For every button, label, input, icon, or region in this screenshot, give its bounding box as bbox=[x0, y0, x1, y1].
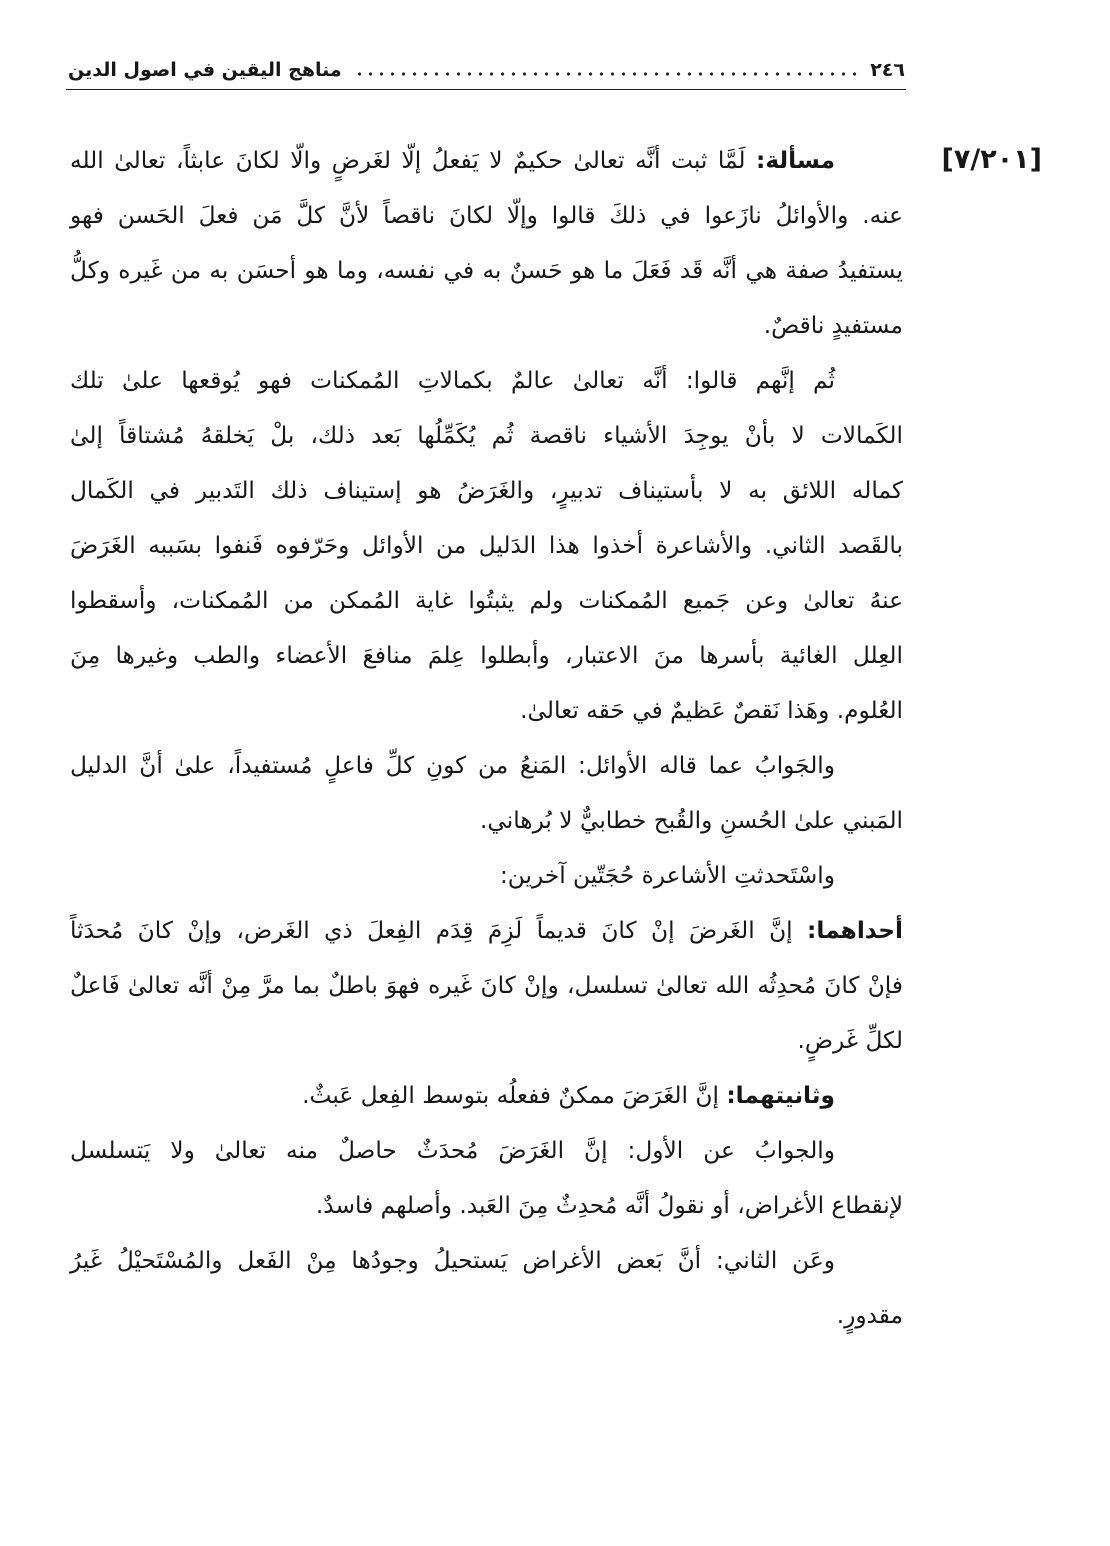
line-text: بالقَصد الثاني. والأشاعرة أخذوا هذا الدَليل من الأوائل وحَرّفوه فَنفوا بسَببه الغَرَضَ bbox=[70, 532, 903, 559]
line-text: كماله اللائق به لا بأستيناف تدبيرٍ، والغَرَضُ هو إستيناف ذلك التَدبير في الكَمال bbox=[70, 477, 903, 504]
text-line bbox=[70, 1123, 903, 1178]
line-text: والجَوابُ عما قاله الأوائل: المَنعُ من كونِ كلِّ فاعلٍ مُستفيداً، علىٰ أنَّ الدليل bbox=[70, 752, 835, 779]
text-line bbox=[70, 1013, 903, 1068]
line-text: إنَّ الغَرَضَ ممكنٌ ففعلُه بتوسط الفِعل عَبثٌ. bbox=[302, 1082, 719, 1109]
line-text: واسْتَحدثتِ الأشاعرة حُجَتّين آخرين: bbox=[499, 862, 835, 889]
running-header bbox=[68, 52, 905, 88]
leader-dots bbox=[354, 71, 859, 77]
paragraph-label: وثانيتهما: bbox=[726, 1082, 835, 1109]
line-text: لإنقطاع الأغراض، أو نقولُ أنَّه مُحدِثٌ مِنَ العَبد. وأصلهم فاسدٌ. bbox=[315, 1192, 903, 1219]
line-text: عنه. والأوائلُ نازَعوا في ذلكَ قالوا وإلّا لكانَ ناقصاً لأنَّ كلَّ مَن فعلَ الحَسن فهو bbox=[70, 202, 903, 229]
text-line bbox=[70, 243, 903, 298]
text-line bbox=[70, 353, 903, 408]
text-line bbox=[70, 903, 903, 958]
text-line bbox=[70, 793, 903, 848]
line-text: إنَّ الغَرضَ إنْ كانَ قديماً لَزِمَ قِدَم الفِعلَ ذي الغَرض، وإنْ كانَ مُحدَثاً bbox=[70, 917, 793, 944]
text-line bbox=[70, 133, 903, 188]
line-text: لكلِّ غَرضٍ. bbox=[797, 1027, 903, 1054]
line-text: يستفيدُ صفة هي أنَّه قَد فَعَلَ ما هو حَسنٌ به في نفسه، وما هو أحسَن به من غَيره وكلُّ bbox=[70, 257, 903, 284]
line-text: العِلل الغائية بأسرها منَ الاعتبار، وأبطلوا عِلمَ منافعَ الأعضاء والطب وغيرها مِنَ bbox=[70, 642, 903, 669]
text-line bbox=[70, 463, 903, 518]
line-text: المَبني علىٰ الحُسنِ والقُبح خطابيٌّ لا بُرهاني. bbox=[479, 807, 903, 834]
line-text: مستفيدٍ ناقصٌ. bbox=[763, 312, 903, 339]
text-line bbox=[70, 848, 903, 903]
text-line bbox=[70, 518, 903, 573]
text-line bbox=[70, 1068, 903, 1123]
text-line bbox=[70, 958, 903, 1013]
line-text: لَمَّا ثبت أنَّه تعالىٰ حكيمٌ لا يَفعلُ إلّا لغَرضٍ والّا لكانَ عابثاً، تعالىٰ الله bbox=[70, 147, 746, 174]
text-line bbox=[70, 408, 903, 463]
text-line bbox=[70, 628, 903, 683]
header-rule bbox=[66, 89, 906, 90]
paragraph-label: مسألة: bbox=[756, 147, 835, 174]
line-text: فإنْ كانَ مُحدِثُه الله تعالىٰ تسلسل، وإنْ كانَ غَيره فهوَ باطلٌ بما مرَّ مِنْ أنَّه تعالىٰ فَاعلٌ bbox=[70, 972, 903, 999]
body-text bbox=[70, 133, 903, 1343]
text-line bbox=[70, 1178, 903, 1233]
text-line bbox=[70, 1288, 903, 1343]
paragraph-label: أحداهما: bbox=[807, 917, 903, 944]
text-line bbox=[70, 298, 903, 353]
text-line bbox=[70, 683, 903, 738]
line-text: عنهُ تعالىٰ وعن جَميع المُمكنات ولم يثبتُوا غاية المُمكن من المُمكنات، وأسقطوا bbox=[70, 587, 903, 614]
line-text: ثُم إنَّهم قالوا: أنَّه تعالىٰ عالمٌ بكمالاتِ المُمكنات فهو يُوقعها علىٰ تلك bbox=[70, 367, 835, 394]
text-line bbox=[70, 738, 903, 793]
page-number: ٢٤٦ bbox=[870, 59, 905, 81]
text-line bbox=[70, 1233, 903, 1288]
line-text: العُلوم. وهَذا نَقصٌ عَظيمٌ في حَقه تعالىٰ. bbox=[520, 697, 903, 724]
line-text: مقدورٍ. bbox=[836, 1302, 903, 1329]
text-line bbox=[70, 188, 903, 243]
line-text: الكَمالات لا بأنْ يوجِدَ الأشياء ناقصة ثُم يُكَمِّلُها بَعد ذلك، بلْ يَخلقهُ مُشتاقاً إلىٰ bbox=[70, 422, 903, 449]
text-line bbox=[70, 573, 903, 628]
running-title: مناهج اليقين في اصول الدين bbox=[68, 59, 342, 81]
margin-reference: [٧/٢٠١] bbox=[941, 144, 1042, 175]
line-text: والجوابُ عن الأول: إنَّ الغَرَضَ مُحدَثٌ حاصلٌ منه تعالىٰ ولا يَتسلسل bbox=[70, 1137, 835, 1164]
line-text: وعَن الثاني: أنَّ بَعض الأغراض يَستحيلُ وجودُها مِنْ الفَعل والمُسْتَحيْلُ غَيرُ bbox=[70, 1247, 835, 1274]
